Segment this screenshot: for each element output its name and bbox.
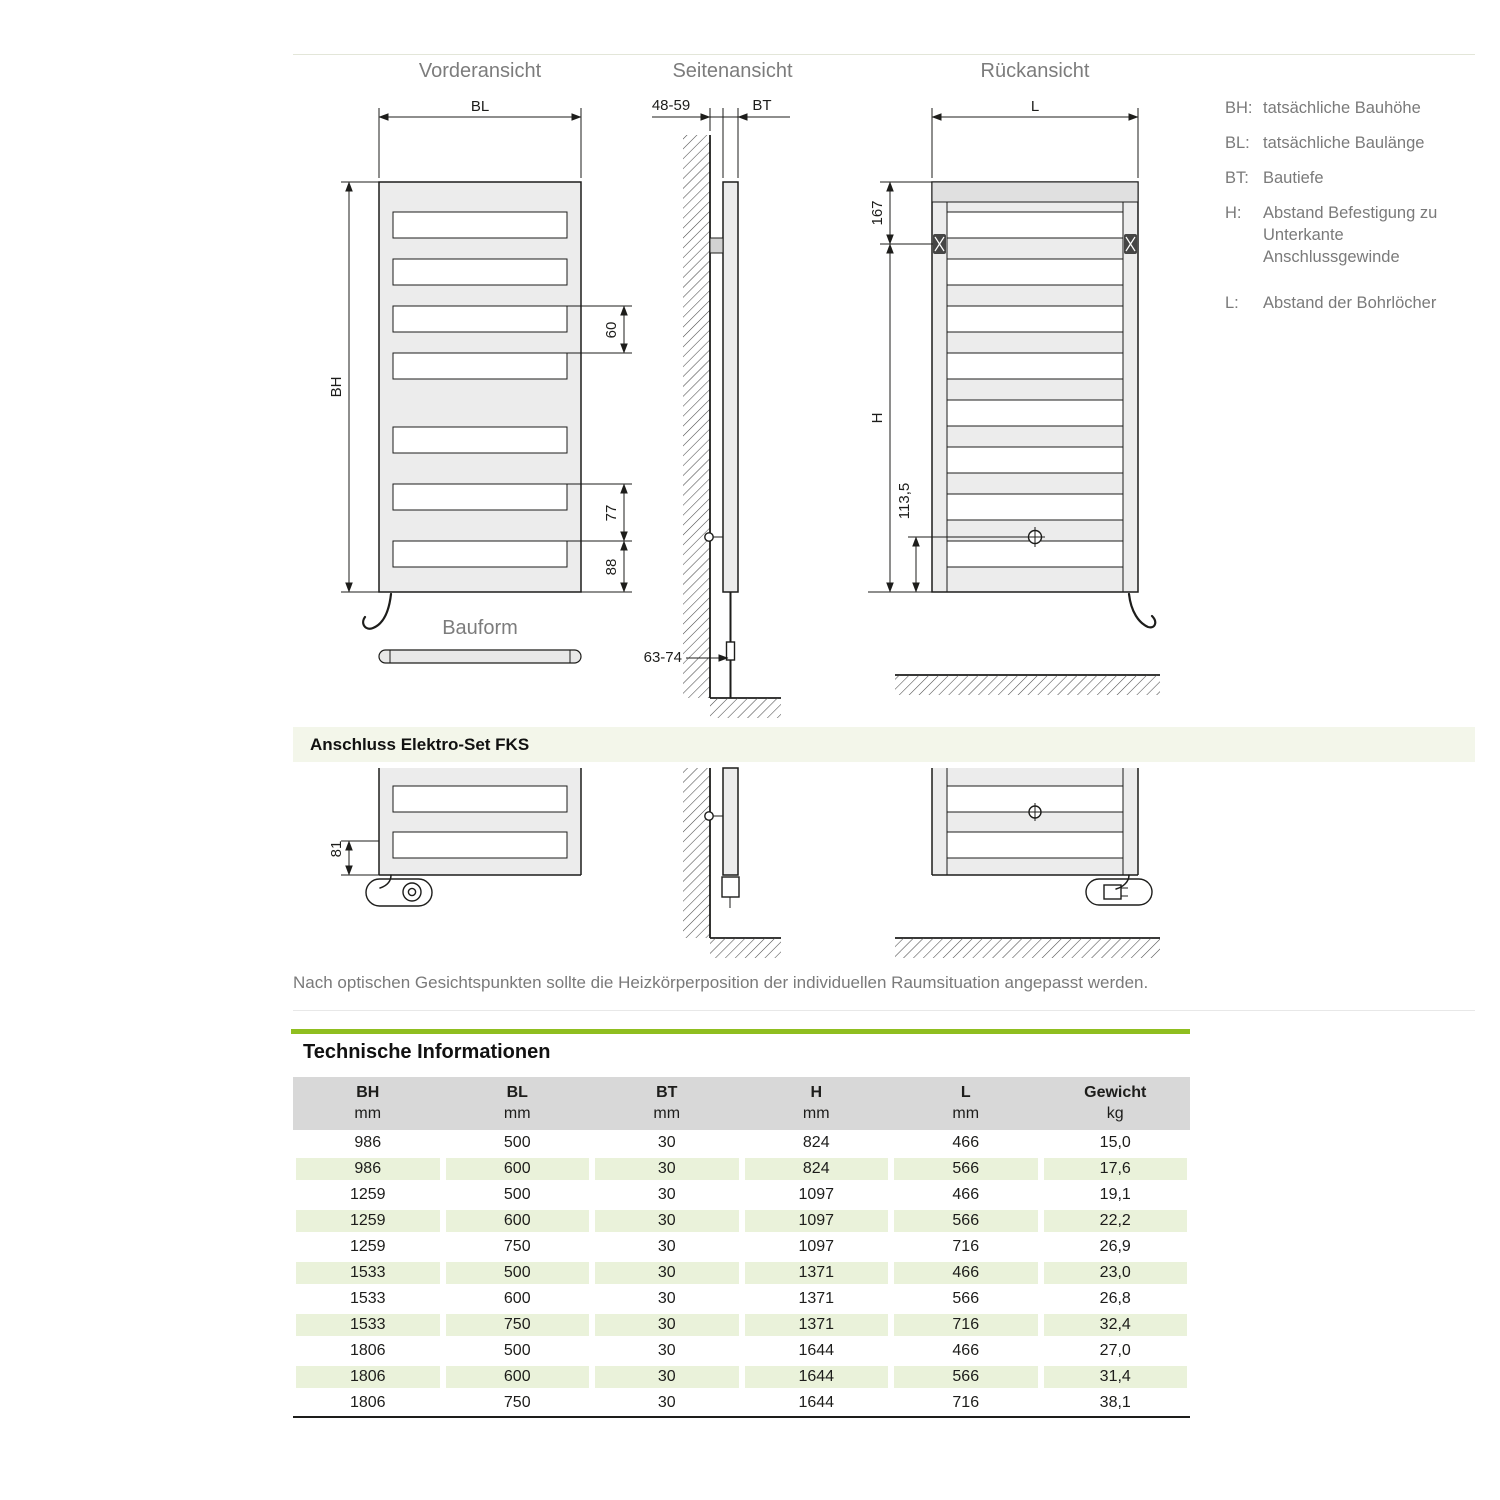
mid-divider: [293, 1010, 1475, 1011]
valve-symbol: [705, 533, 713, 541]
table-cell: 30: [657, 1342, 676, 1359]
legend-item-bt: [1225, 167, 1481, 189]
technical-info-table: [293, 1077, 1190, 1418]
legend-item-h: [1225, 202, 1481, 268]
table-cell: 1806: [296, 1366, 440, 1388]
table-row: [293, 1182, 1190, 1208]
table-cell: 750: [503, 1394, 531, 1411]
radiator-side-body: [723, 182, 738, 592]
table-cell: 600: [446, 1158, 590, 1180]
legend-text: [1263, 132, 1424, 154]
dim-label-60: 60: [603, 321, 620, 339]
table-row: [293, 1390, 1190, 1416]
legend-key: H:: [1225, 204, 1242, 222]
legend-key: BL:: [1225, 134, 1250, 152]
dimension-legend: [1225, 97, 1481, 327]
table-cell: 26,8: [1099, 1290, 1131, 1307]
heating-element: [727, 642, 735, 660]
table-cell: 30: [595, 1210, 739, 1232]
table-cell: 1371: [745, 1314, 889, 1336]
table-cell: 30: [595, 1262, 739, 1284]
mounting-bracket-right: [1124, 234, 1137, 254]
side-view-title: Seitenansicht: [672, 60, 793, 82]
positioning-note: Nach optischen Gesichtspunkten sollte die Heizkörperposition der individuellen Raumsituation angepasst werden.: [293, 973, 1149, 992]
rear-view-title: Rückansicht: [980, 60, 1090, 82]
table-cell: 31,4: [1044, 1366, 1188, 1388]
legend-key: L:: [1225, 294, 1239, 312]
wall-bracket: [710, 238, 723, 253]
table-cell: 30: [657, 1394, 676, 1411]
table-cell: 1371: [798, 1290, 835, 1307]
table-cell: 1644: [798, 1394, 835, 1411]
table-cell: 500: [503, 1342, 531, 1359]
table-cell: 1806: [349, 1342, 386, 1359]
dim-label-l: L: [1030, 98, 1040, 115]
table-cell: 30: [657, 1238, 676, 1255]
legend-text: [1263, 292, 1436, 314]
dim-label-h: H: [869, 412, 886, 424]
table-header-cell: L mm: [952, 1084, 980, 1122]
dim-label-81: 81: [328, 840, 345, 858]
legend-item-bh: [1225, 97, 1481, 119]
table-cell: 986: [354, 1134, 382, 1151]
elektro-set-unit: [366, 879, 432, 906]
table-row: [293, 1156, 1190, 1182]
legend-line: tatsächliche Bauhöhe: [1263, 99, 1421, 117]
legend-item-bl: [1225, 132, 1481, 154]
table-cell: 1806: [349, 1394, 386, 1411]
legend-text: [1263, 202, 1481, 268]
legend-line: Bautiefe: [1263, 169, 1324, 187]
connection-symbol: [1029, 531, 1042, 544]
table-cell: 566: [894, 1210, 1038, 1232]
dim-label-167: 167: [869, 200, 886, 226]
table-cell: 30: [595, 1158, 739, 1180]
control-knob: [403, 883, 421, 901]
table-row: [293, 1260, 1190, 1286]
table-cell: 600: [503, 1290, 531, 1307]
table-header-cell: H mm: [802, 1084, 830, 1122]
table-cell: 1371: [745, 1262, 889, 1284]
table-cell: 22,2: [1044, 1210, 1188, 1232]
table-header-row: [293, 1077, 1190, 1130]
elektro-set-unit: [1086, 879, 1152, 905]
table-body: [293, 1130, 1190, 1418]
table-cell: 1259: [296, 1210, 440, 1232]
dim-label-bottom-gap: 63-74: [643, 649, 682, 666]
table-cell: 716: [952, 1238, 980, 1255]
table-row: [293, 1286, 1190, 1312]
dim-label-88: 88: [603, 558, 620, 576]
legend-key: BH:: [1225, 99, 1253, 117]
bauform-drawing: [379, 650, 581, 663]
table-row: [293, 1130, 1190, 1156]
elektro-set-header: [293, 727, 1475, 762]
radiator-front-body: [379, 182, 581, 592]
table-cell: 1259: [349, 1238, 386, 1255]
table-header-cell: BL mm: [503, 1084, 531, 1122]
front-view-drawing: [328, 98, 632, 629]
table-cell: 466: [952, 1134, 980, 1151]
table-cell: 566: [894, 1158, 1038, 1180]
dim-label-bt: BT: [752, 97, 772, 114]
wall-hatch: [683, 135, 710, 698]
table-cell: 1644: [745, 1366, 889, 1388]
table-row: [293, 1312, 1190, 1338]
elektro-set-title: Anschluss Elektro-Set FKS: [310, 734, 530, 754]
elektro-element-box: [722, 877, 739, 897]
table-header-cell: BT mm: [653, 1084, 681, 1122]
valve-symbol: [705, 812, 713, 820]
table-cell: 986: [296, 1158, 440, 1180]
legend-line: tatsächliche Baulänge: [1263, 134, 1425, 152]
table-cell: 1097: [798, 1238, 835, 1255]
dim-label-77: 77: [603, 504, 620, 522]
section-accent-bar: [291, 1029, 1190, 1034]
table-cell: 1259: [349, 1186, 386, 1203]
table-cell: 500: [503, 1186, 531, 1203]
table-cell: 600: [446, 1210, 590, 1232]
table-cell: 500: [503, 1134, 531, 1151]
table-cell: 15,0: [1099, 1134, 1131, 1151]
table-cell: 1097: [798, 1186, 835, 1203]
radiator-rear-body: [932, 182, 1138, 592]
connection-symbol: [1029, 806, 1041, 818]
table-cell: 466: [894, 1262, 1038, 1284]
table-cell: 27,0: [1099, 1342, 1131, 1359]
bauform-label: Bauform: [442, 617, 518, 639]
dim-label-113-5: 113,5: [896, 482, 913, 520]
elektro-front-drawing: [328, 768, 581, 906]
table-cell: 750: [446, 1314, 590, 1336]
rear-view-drawing: [868, 98, 1160, 695]
floor-hatch: [710, 938, 781, 958]
elektro-rear-drawing: [895, 768, 1160, 958]
table-cell: 1533: [296, 1314, 440, 1336]
table-cell: 1533: [296, 1262, 440, 1284]
legend-text: [1263, 167, 1324, 189]
table-cell: 19,1: [1099, 1186, 1131, 1203]
table-cell: 32,4: [1044, 1314, 1188, 1336]
legend-item-l: [1225, 292, 1481, 314]
table-cell: 30: [595, 1314, 739, 1336]
table-row: [293, 1234, 1190, 1260]
side-view-drawing: [644, 97, 790, 718]
top-divider: [293, 54, 1475, 55]
table-cell: 566: [952, 1290, 980, 1307]
table-cell: 30: [657, 1186, 676, 1203]
table-cell: 500: [446, 1262, 590, 1284]
wall-hatch: [683, 768, 710, 938]
table-cell: 30: [657, 1290, 676, 1307]
mounting-bracket-left: [933, 234, 946, 254]
table-cell: 30: [657, 1134, 676, 1151]
legend-line: Unterkante Anschlussgewinde: [1263, 226, 1400, 266]
technical-info-title: Technische Informationen: [303, 1041, 551, 1063]
dim-label-bl: BL: [470, 98, 490, 115]
table-header-cell: BH mm: [354, 1084, 382, 1122]
floor-hatch: [710, 698, 781, 718]
table-cell: 824: [802, 1134, 830, 1151]
table-cell: 750: [503, 1238, 531, 1255]
table-cell: 716: [894, 1314, 1038, 1336]
table-cell: 1533: [349, 1290, 386, 1307]
table-cell: 30: [595, 1366, 739, 1388]
elektro-side-drawing: [683, 768, 781, 958]
table-row: [293, 1364, 1190, 1390]
front-view-title: Vorderansicht: [418, 60, 542, 82]
legend-text: [1263, 97, 1421, 119]
floor-hatch: [895, 675, 1160, 695]
table-row: [293, 1208, 1190, 1234]
table-cell: 1644: [798, 1342, 835, 1359]
legend-key: BT:: [1225, 169, 1249, 187]
table-cell: 600: [446, 1366, 590, 1388]
table-cell: 716: [952, 1394, 980, 1411]
dim-label-wall-gap: 48-59: [651, 97, 691, 114]
cable-hook: [1129, 594, 1155, 627]
floor-hatch: [895, 938, 1160, 958]
table-cell: 1097: [745, 1210, 889, 1232]
table-cell: 566: [894, 1366, 1038, 1388]
table-cell: 824: [745, 1158, 889, 1180]
table-cell: 17,6: [1044, 1158, 1188, 1180]
table-row: [293, 1338, 1190, 1364]
table-cell: 26,9: [1099, 1238, 1131, 1255]
table-cell: 466: [952, 1342, 980, 1359]
legend-line: Abstand Befestigung zu: [1263, 204, 1438, 222]
table-cell: 38,1: [1099, 1394, 1131, 1411]
table-cell: 23,0: [1044, 1262, 1188, 1284]
table-header-cell: Gewicht kg: [1084, 1084, 1147, 1122]
dim-label-bh: BH: [328, 376, 345, 398]
table-cell: 466: [952, 1186, 980, 1203]
plug-symbol: [1104, 885, 1121, 899]
legend-line: Abstand der Bohrlöcher: [1263, 294, 1437, 312]
